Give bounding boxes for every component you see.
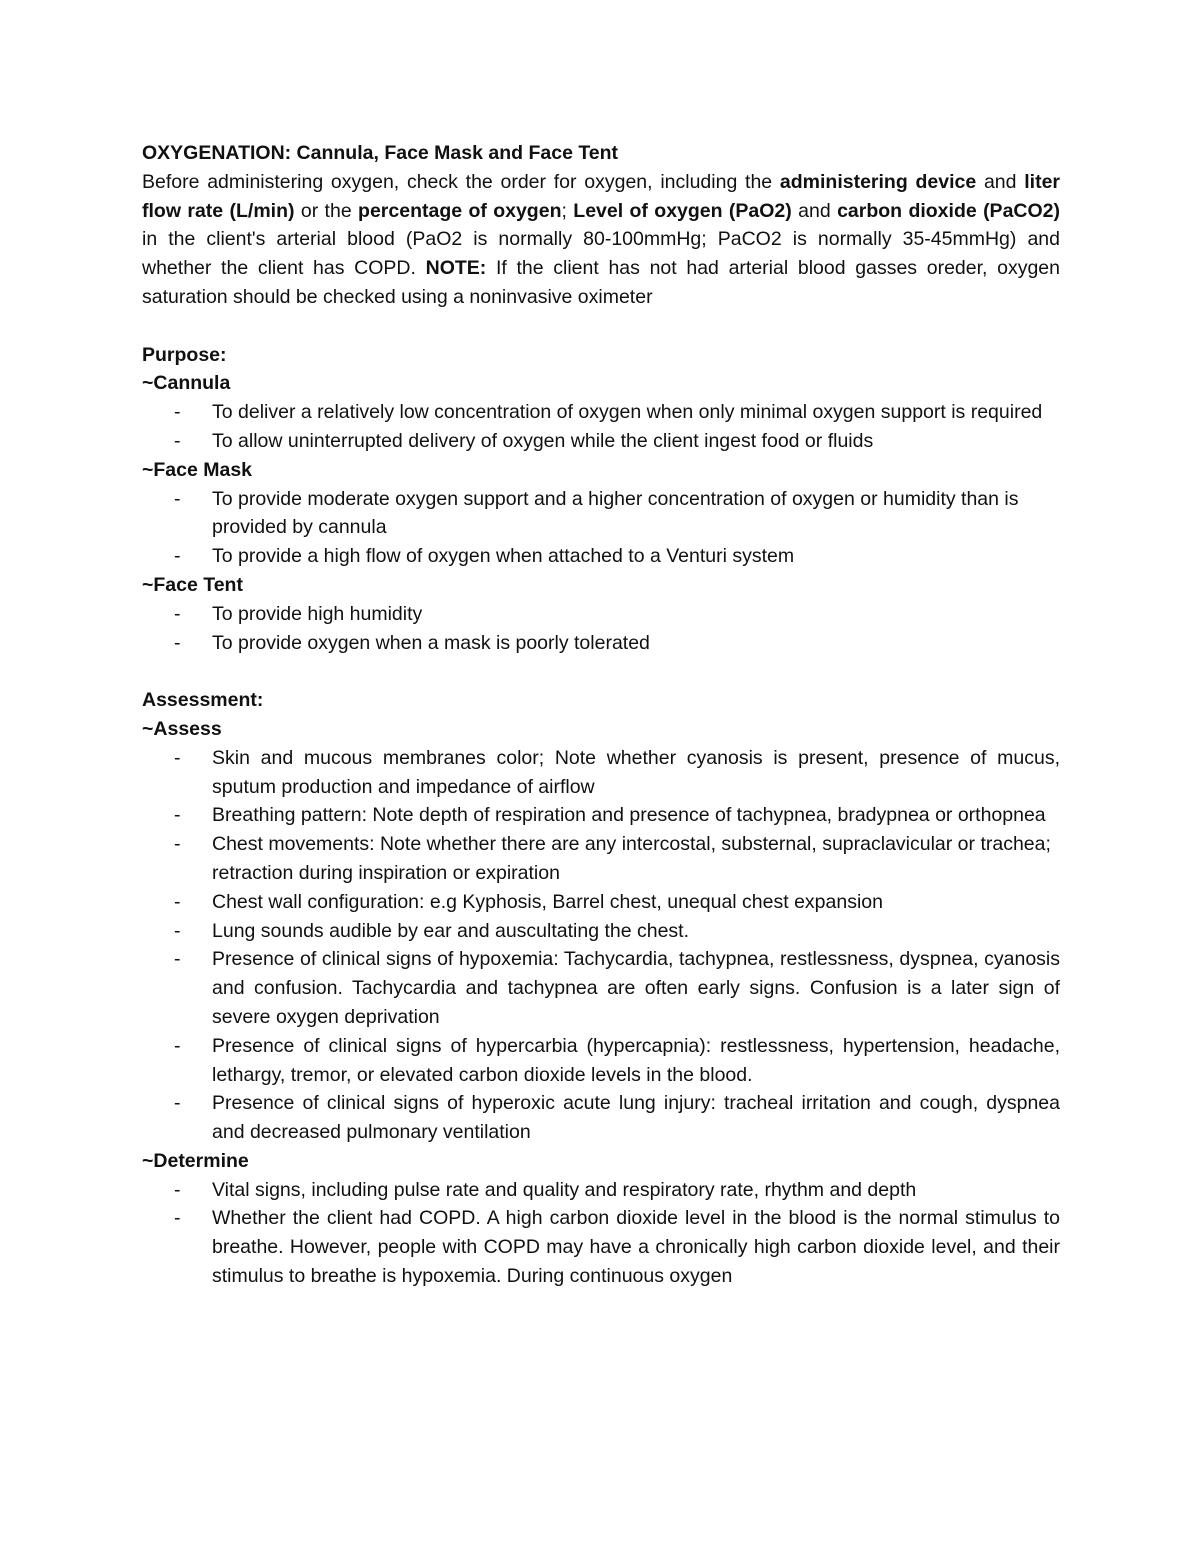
list-item [142, 830, 1060, 888]
list-item [142, 744, 1060, 802]
list-item [142, 398, 1060, 427]
list-item [142, 427, 1060, 456]
list-item [142, 1089, 1060, 1147]
list-item [142, 542, 1060, 571]
list-item-text: Lung sounds audible by ear and auscultating the chest. [212, 919, 690, 942]
intro-text-run: ; [561, 199, 574, 222]
bullet-dash: - [174, 890, 181, 913]
list-item [142, 629, 1060, 658]
list-item-text: Presence of clinical signs of hyperoxic acute lung injury: tracheal irritation and cough, dyspnea and decreased pulmonary ventilation [212, 1092, 1060, 1144]
purpose-heading: Purpose: [142, 343, 227, 366]
list-item [142, 1204, 1060, 1290]
bullet-dash: - [174, 1034, 181, 1057]
purpose-groups [142, 369, 1060, 657]
intro-text-run: in the client's arterial blood (PaO2 is normally 80-100mmHg; PaCO2 is normally 35-45mmHg) and whether the client has COPD. [142, 228, 1060, 280]
list-item-text: To provide moderate oxygen support and a higher concentration of oxygen or humidity than is provided by cannula [212, 487, 1019, 539]
purpose-list [142, 600, 1060, 658]
list-item [142, 917, 1060, 946]
intro-bold-run: percentage of oxygen [358, 199, 562, 222]
purpose-section [142, 341, 1060, 658]
intro-text-run: If the client has not had arterial blood gasses oreder, oxygen saturation should be checked using a noninvasive oximeter [142, 257, 1060, 308]
bullet-dash: - [174, 804, 181, 827]
list-item [142, 945, 1060, 1031]
bullet-dash: - [174, 429, 181, 452]
list-item-text: To allow uninterrupted delivery of oxygen while the client ingest food or fluids [212, 429, 874, 452]
list-item-text: Presence of clinical signs of hypercarbia (hypercapnia): restlessness, hypertension, headache, lethargy, tremor, or elevated carbon dioxide levels in the blood. [212, 1034, 1060, 1086]
bullet-dash: - [174, 631, 181, 654]
list-item [142, 801, 1060, 830]
bullet-dash: - [174, 487, 181, 510]
list-item-text: To provide a high flow of oxygen when attached to a Venturi system [212, 545, 795, 568]
list-item-text: Chest wall configuration: e.g Kyphosis, Barrel chest, unequal chest expansion [212, 890, 883, 913]
bullet-dash: - [174, 1207, 181, 1230]
assessment-heading: Assessment: [142, 689, 264, 712]
purpose-group-label: ~Cannula [142, 372, 231, 395]
list-item-text: Whether the client had COPD. A high carbon dioxide level in the blood is the normal stimulus to breathe. However, people with COPD may have a chronically high carbon dioxide level, and their stimulus to breathe is hypoxemia. During continuous oxygen [212, 1207, 1060, 1288]
bullet-dash: - [174, 602, 181, 625]
list-item-text: Skin and mucous membranes color; Note whether cyanosis is present, presence of mucus, sputum production and impedance of airflow [212, 746, 1060, 798]
list-item [142, 1032, 1060, 1090]
document-page [142, 139, 1060, 1291]
list-item-text: Vital signs, including pulse rate and quality and respiratory rate, rhythm and depth [212, 1178, 917, 1201]
list-item-text: Breathing pattern: Note depth of respiration and presence of tachypnea, bradypnea or orthopnea [212, 804, 1046, 827]
list-item [142, 600, 1060, 629]
assessment-list [142, 744, 1060, 1147]
bullet-dash: - [174, 1092, 181, 1115]
intro-bold-run: carbon dioxide (PaCO2) [837, 199, 1060, 222]
list-item [142, 888, 1060, 917]
intro-text-run: Before administering oxygen, check the order for oxygen, including the [142, 170, 780, 193]
intro-bold-run: administering device [779, 170, 977, 193]
assessment-group-label: ~Determine [142, 1149, 249, 1172]
list-item [142, 485, 1060, 543]
assessment-group-label: ~Assess [142, 717, 222, 740]
list-item-text: To provide high humidity [212, 602, 423, 625]
bullet-dash: - [174, 833, 181, 856]
document-title: OXYGENATION: Cannula, Face Mask and Face Tent [142, 142, 619, 164]
purpose-list [142, 398, 1060, 456]
bullet-dash: - [174, 545, 181, 568]
bullet-dash: - [174, 1178, 181, 1201]
intro-text-run: or the [294, 199, 359, 222]
assessment-list [142, 1176, 1060, 1291]
bullet-dash: - [174, 746, 181, 769]
list-item [142, 1176, 1060, 1205]
bullet-dash: - [174, 919, 181, 942]
intro-text-run: and [976, 170, 1025, 193]
intro-text-run: and [791, 199, 838, 222]
list-item-text: To provide oxygen when a mask is poorly tolerated [212, 631, 650, 654]
assessment-section [142, 686, 1060, 1291]
intro-bold-run: Level of oxygen (PaO2) [573, 199, 792, 222]
bullet-dash: - [174, 401, 181, 424]
bullet-dash: - [174, 948, 181, 971]
list-item-text: Presence of clinical signs of hypoxemia: Tachycardia, tachypnea, restlessness, dyspnea, cyanosis and confusion. Tachycardia and tachypnea are often early signs. Confusion is a later sign of severe oxygen deprivation [212, 948, 1060, 1028]
list-item-text: To deliver a relatively low concentration of oxygen when only minimal oxygen support is required [212, 401, 1043, 424]
intro-paragraph [142, 168, 1060, 312]
purpose-group-label: ~Face Tent [142, 573, 243, 596]
purpose-list [142, 485, 1060, 571]
list-item-text: Chest movements: Note whether there are any intercostal, substernal, supraclavicular or trachea; retraction during inspiration or expiration [212, 833, 1051, 884]
assessment-groups [142, 715, 1060, 1291]
purpose-group-label: ~Face Mask [142, 458, 253, 481]
intro-bold-run: liter flow rate (L/min) [142, 170, 1060, 222]
intro-bold-run: NOTE: [425, 257, 487, 280]
